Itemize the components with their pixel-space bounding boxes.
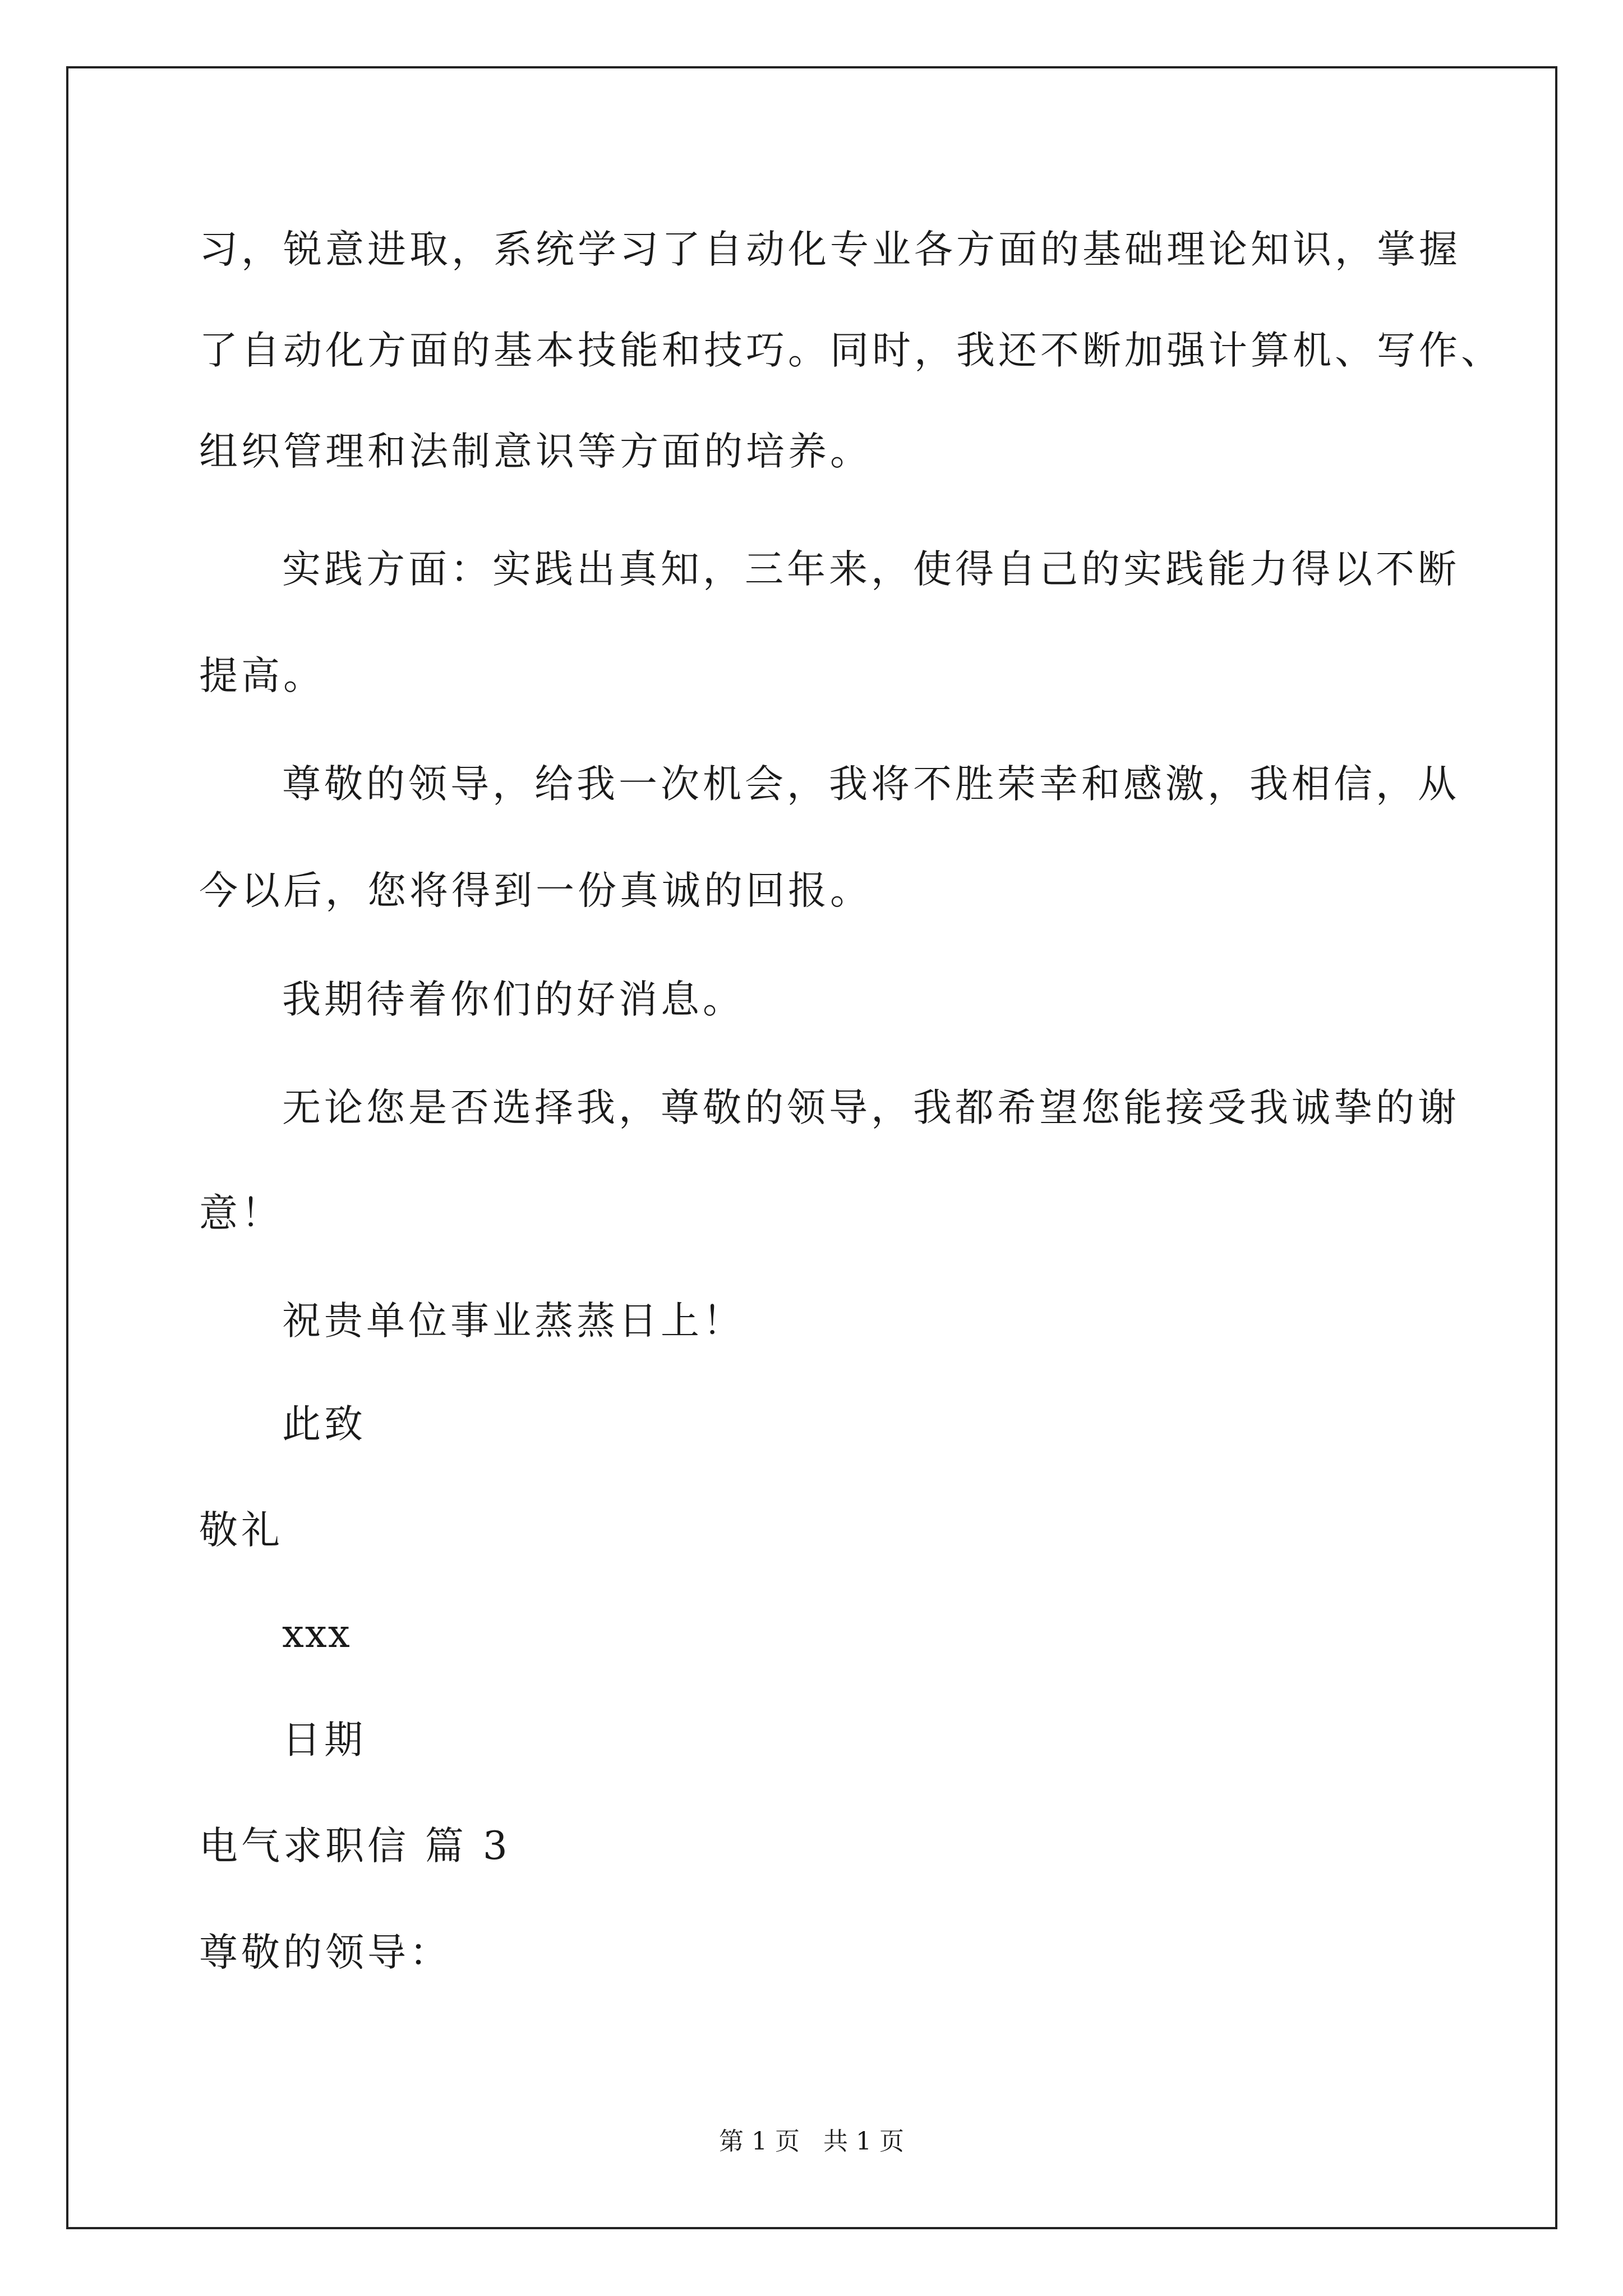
body-line-7: 今以后，您将得到一份真诚的回报。 — [199, 868, 872, 913]
body-line-2: 了自动化方面的基本技能和技巧。同时，我还不断加强计算机、写作、 — [199, 328, 1503, 373]
section-heading: 电气求职信 篇 3 — [199, 1824, 511, 1869]
page-border — [66, 66, 1557, 2229]
signature-date: 日期 — [282, 1718, 366, 1763]
body-line-3: 组织管理和法制意识等方面的培养。 — [199, 429, 872, 474]
body-line-4: 实践方面：实践出真知，三年来，使得自己的实践能力得以不断 — [282, 547, 1460, 592]
body-line-8: 我期待着你们的好消息。 — [282, 977, 745, 1022]
body-line-9: 无论您是否选择我，尊敬的领导，我都希望您能接受我诚挚的谢 — [282, 1085, 1460, 1130]
body-line-10: 意！ — [199, 1191, 283, 1236]
closing-line-1: 此致 — [282, 1402, 366, 1447]
body-line-1: 习，锐意进取，系统学习了自动化专业各方面的基础理论知识，掌握 — [199, 227, 1461, 272]
body-line-5: 提高。 — [199, 654, 325, 698]
salutation-line: 尊敬的领导： — [199, 1930, 451, 1975]
page-footer: 第 1 页 共 1 页 — [719, 2127, 904, 2156]
closing-line-2: 敬礼 — [199, 1508, 283, 1553]
greeting-line: 祝贵单位事业蒸蒸日上！ — [282, 1299, 745, 1343]
signature-name: xxx — [282, 1612, 351, 1657]
body-line-6: 尊敬的领导，给我一次机会，我将不胜荣幸和感激，我相信，从 — [282, 762, 1460, 807]
